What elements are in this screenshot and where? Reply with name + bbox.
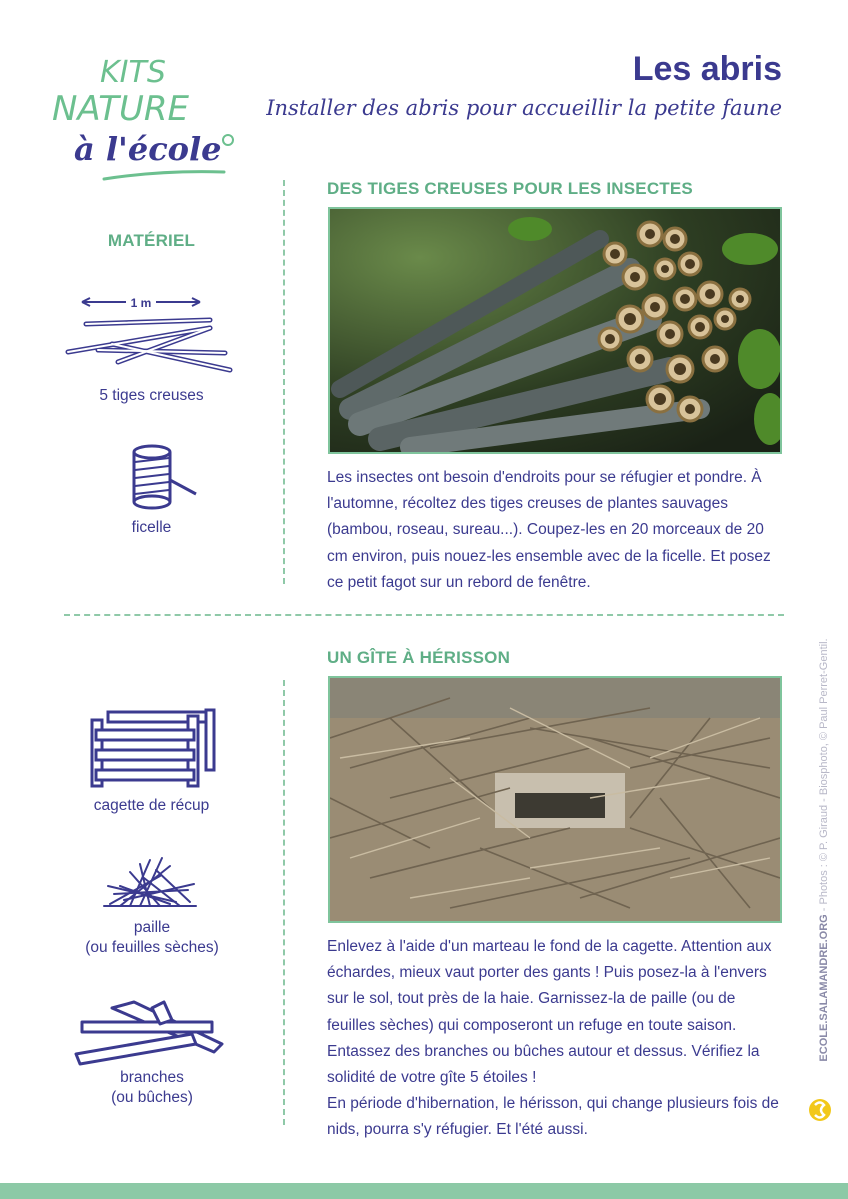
photo-hedgehog-shelter bbox=[328, 676, 782, 923]
page-subtitle: Installer des abris pour accueillir la petite faune bbox=[266, 96, 782, 120]
material-label-crate: cagette de récup bbox=[93, 797, 210, 814]
divider-vertical-top bbox=[283, 180, 285, 584]
materials-heading: MATÉRIEL bbox=[107, 231, 196, 250]
material-label-string: ficelle bbox=[131, 519, 172, 536]
section-hedgehog-paragraph-1: Enlevez à l'aide d'un marteau le fond de la cagette. Attention aux échardes, mieux vaut porter des gants ! Puis posez-la à l'envers sur le sol, tout près de la haie. Garnissez-la de paille (ou de feuilles sèches) qui composeront un refuge en toute saison. Entassez des branches ou bûches autour et dessus. Vérifiez la solidité de votre gîte 5 étoiles ! bbox=[327, 938, 772, 1087]
divider-vertical-bottom bbox=[283, 680, 285, 1125]
section-hedgehog-title: UN GÎTE À HÉRISSON bbox=[327, 648, 511, 667]
hollow-stems-photo-graphic bbox=[330, 209, 780, 452]
section-insects-text bbox=[327, 465, 785, 596]
logo-underline bbox=[104, 172, 224, 179]
credit-photos: - Photos : © P. Giraud - Biosphoto, © Paul Perret-Gentil. bbox=[818, 638, 830, 915]
hedgehog-shelter-photo-graphic bbox=[330, 678, 780, 921]
photo-credit bbox=[814, 565, 834, 1135]
material-label-branches-line2: (ou bûches) bbox=[111, 1089, 193, 1106]
section-hedgehog-text bbox=[327, 934, 787, 1144]
flower-icon bbox=[223, 135, 233, 145]
material-label-straw bbox=[52, 918, 252, 958]
material-label-straw-line1: paille bbox=[133, 919, 171, 936]
material-label-branches-line1: branches bbox=[120, 1069, 184, 1086]
divider-horizontal bbox=[64, 614, 784, 616]
photo-credit-text bbox=[818, 638, 830, 1061]
salamandre-logo-icon bbox=[808, 1094, 832, 1126]
logo-line-3: à l'école bbox=[74, 130, 222, 168]
kits-nature-logo bbox=[52, 52, 242, 182]
footer-bar bbox=[0, 1183, 848, 1199]
stick-measure-label: 1 m bbox=[130, 296, 152, 310]
hollow-sticks-icon bbox=[60, 290, 240, 380]
material-label-sticks: 5 tiges creuses bbox=[99, 387, 204, 404]
page-title: Les abris bbox=[632, 50, 782, 88]
photo-hollow-stems-bundle bbox=[328, 207, 782, 454]
credit-site: ECOLE.SALAMANDRE.ORG bbox=[818, 914, 830, 1062]
straw-icon bbox=[100, 856, 202, 912]
material-label-straw-line2: (ou feuilles sèches) bbox=[85, 939, 219, 956]
logo-line-2: NATURE bbox=[52, 89, 189, 129]
logo-graphic bbox=[52, 52, 242, 182]
section-hedgehog-paragraph-2: En période d'hibernation, le hérisson, qui change plusieurs fois de nids, pourra s'y réfugier. Et l'été aussi. bbox=[327, 1095, 779, 1139]
section-insects-paragraph: Les insectes ont besoin d'endroits pour se réfugier et pondre. À l'automne, récoltez des tiges creuses de plantes sauvages (bambou, roseau, sureau...). Coupez-les en 20 morceaux de 20 cm environ, puis nouez-les ensemble avec de la ficelle. Et posez ce petit fagot sur un rebord de fenêtre. bbox=[327, 469, 771, 591]
crate-icon bbox=[88, 708, 218, 790]
logo-line-1: KITS bbox=[100, 55, 166, 90]
string-spool-icon bbox=[128, 444, 200, 512]
branches-icon bbox=[72, 1000, 232, 1068]
material-label-branches bbox=[52, 1068, 252, 1108]
section-insects-title: DES TIGES CREUSES POUR LES INSECTES bbox=[327, 179, 693, 198]
